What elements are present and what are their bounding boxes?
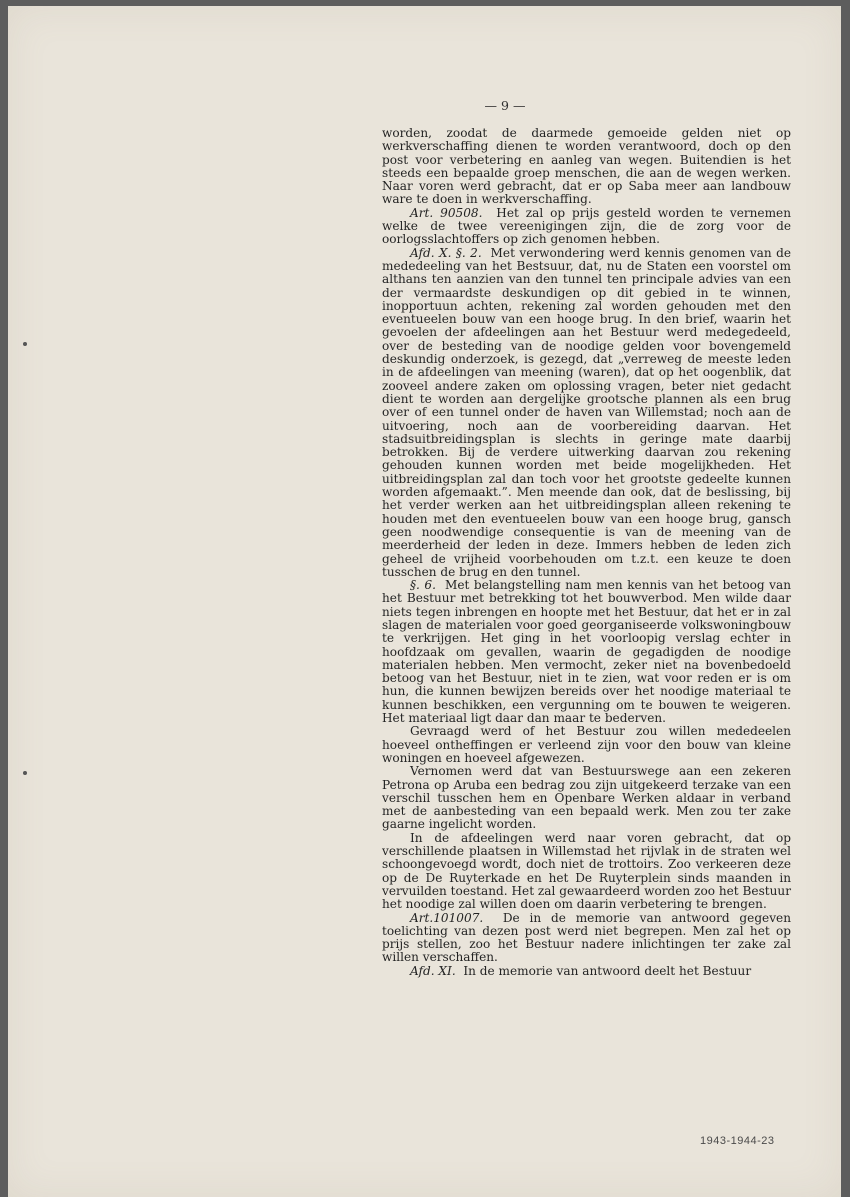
paragraph [382, 247, 791, 579]
article-reference: Art.101007. [410, 910, 484, 925]
footer-document-code: 1943-1944-23 [700, 1135, 775, 1147]
paragraph-text: worden, zoodat de daarmede gemoeide gelden niet op werkverschaffing dienen te worden verantwoord, doch op den post voor verbetering en aanleg van wegen. Buitendien is het steeds een bepaalde groep menschen, die aan de wegen werken. Naar voren werd gebracht, dat er op Saba meer aan landbouw ware te doen in werkverschaffing. [382, 126, 791, 207]
paragraph [382, 912, 791, 965]
section-reference: Afd. XI. [410, 963, 456, 978]
paragraph [382, 127, 791, 207]
paragraph-text: De in de memorie van antwoord gegeven toelichting van dezen post werd niet begrepen. Men zal het op prijs stellen, zoo het Bestuur nadere inlichtingen ter zake zal willen verschaffen. [382, 910, 791, 965]
paragraph [382, 832, 791, 912]
page-number: — 9 — [484, 98, 526, 113]
punch-hole-mark [23, 342, 27, 346]
paragraph-text: Gevraagd werd of het Bestuur zou willen mededeelen hoeveel ontheffingen er verleend zijn voor den bouw van kleine woningen en hoeveel afgewezen. [382, 724, 791, 765]
article-reference: Art. 90508. [410, 205, 483, 220]
section-reference: §. 6. [410, 578, 436, 593]
paragraph-text: Het zal op prijs gesteld worden te vernemen welke de twee vereenigingen zijn, die de zorg voor de oorlogsslachtoffers op zich genomen hebben. [382, 205, 791, 247]
paragraph-text: Met verwondering werd kennis genomen van de mededeeling van het Bestsuur, dat, nu de Staten een voorstel om althans ten aanzien van den tunnel ten principale advies van een der vermaardste deskundigen op dit gebied in te winnen, inopportuun achten, rekening zal worden gehouden met den eventueelen bouw van een hooge brug. In den brief, waarin het gevoelen der afdeelingen aan het Bestuur werd medegedeeld, over de besteding van de noodige gelden voor bovengemeld deskundig onderzoek, is gezegd, dat „verreweg de meeste leden in de afdeelingen van meening (waren), dat op het oogenblik, dat zooveel andere zaken om oplossing vragen, beter niet gedacht dient te worden aan dergelijke grootsche plannen als een brug over of een tunnel onder de haven van Willemstad; noch aan de uitvoering, noch aan de voorbereiding daarvan. Het stadsuitbreidingsplan is slechts in geringe mate daarbij betrokken. Bij de verdere uitwerking daarvan zou rekening gehouden kunnen worden met beide mogelijkheden. Het uitbreidingsplan zal dan toch voor het grootste gedeelte kunnen worden afgemaakt.”. Men meende dan ook, dat de beslissing, bij het verder werken aan het uitbreidingsplan alleen rekening te houden met den eventueelen bouw van een hooge brug, gansch geen noodwendige consequentie is van de meening van de meerderheid der leden in deze. Immers hebben de leden zich geheel de vrijheid voorbehouden om t.z.t. een keuze te doen tusschen de brug en den tunnel. [382, 245, 791, 579]
document-body [382, 127, 791, 978]
paragraph-text: In de afdeelingen werd naar voren gebracht, dat op verschillende plaatsen in Willemstad het rijvlak in de straten wel schoongevoegd wordt, doch niet de trottoirs. Zoo verkeeren deze op de De Ruyterkade en het De Ruyterplein sinds maanden in vervuilden toestand. Het zal gewaardeerd worden zoo het Bestuur het noodige zal willen doen om daarin verbetering te brengen. [382, 830, 791, 912]
punch-hole-mark [23, 771, 27, 775]
paragraph-text: Vernomen werd dat van Bestuurswege aan een zekeren Petrona op Aruba een bedrag zou zijn uitgekeerd terzake van een verschil tusschen hem en Openbare Werken aldaar in verband met de aanbesteding van een bepaald werk. Men zou ter zake gaarne ingelicht worden. [382, 764, 791, 832]
paragraph-text: Met belangstelling nam men kennis van het betoog van het Bestuur met betrekking tot het bouwverbod. Men wilde daar niets tegen inbrengen en hoopte met het Bestuur, dat het er in zal slagen de materialen voor goed georganiseerde volkswoningbouw te verkrijgen. Het ging in het voorloopig verslag echter in hoofdzaak om gevallen, waarin de gegadigden de noodige materialen hebben. Men vermocht, zeker niet na bovenbedoeld betoog van het Bestuur, niet in te zien, wat voor reden er is om hun, die kunnen bewijzen bereids over het noodige materiaal te kunnen beschikken, een vergunning om te bouwen te weigeren. Het materiaal ligt daar dan maar te bederven. [382, 578, 791, 726]
paragraph [382, 965, 791, 978]
section-reference: Afd. X. §. 2. [410, 245, 482, 260]
paragraph [382, 579, 791, 725]
paragraph [382, 725, 791, 765]
paragraph [382, 207, 791, 247]
paragraph [382, 765, 791, 831]
paragraph-text: In de memorie van antwoord deelt het Bestuur [463, 963, 752, 978]
